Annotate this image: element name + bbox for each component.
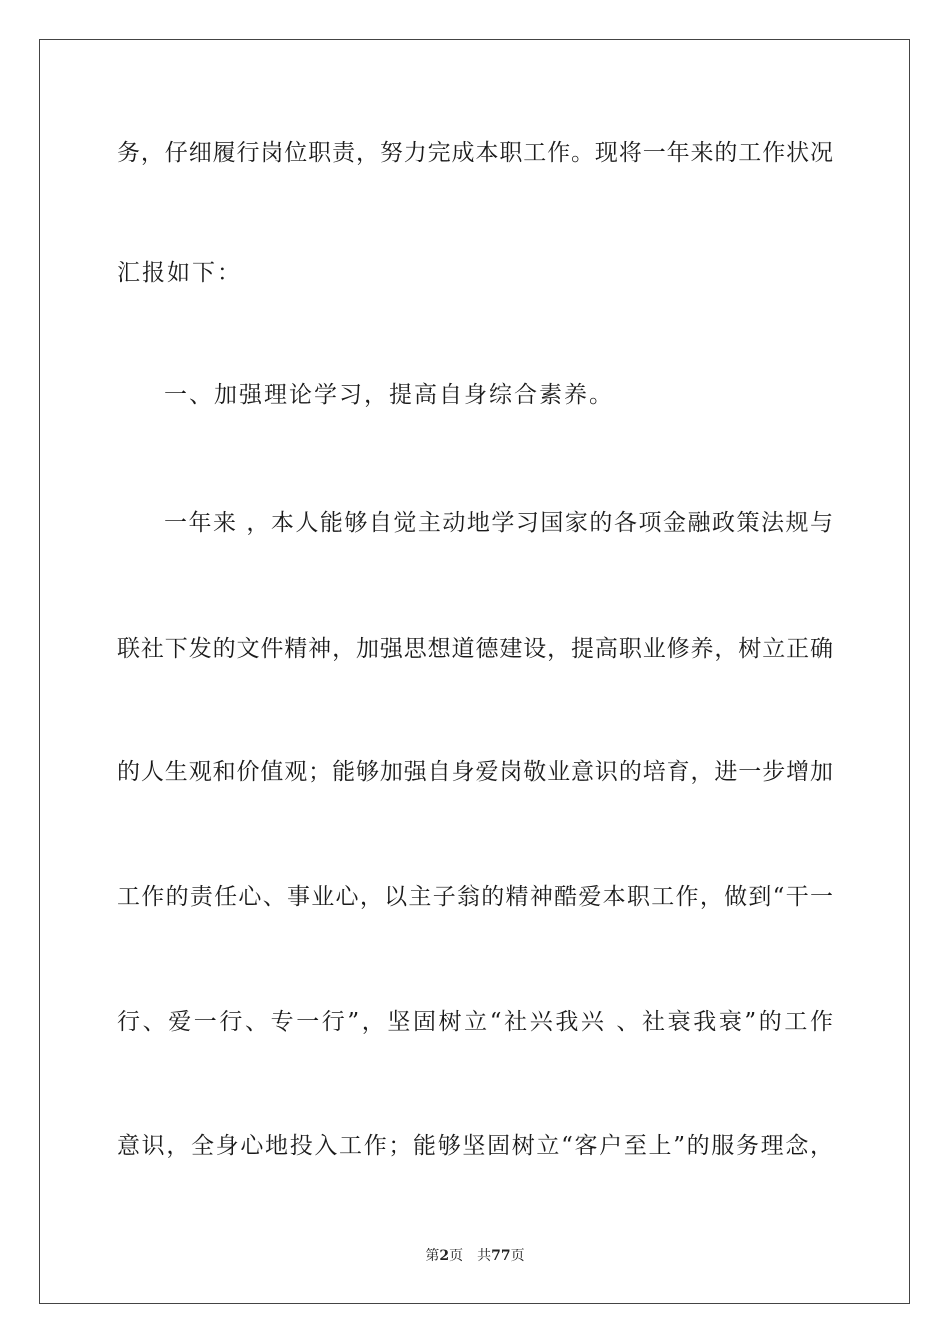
total-prefix: 共 (477, 1248, 492, 1264)
page-number-footer (0, 1247, 950, 1265)
body-text-line-9: 意识，全身心地投入工作；能够坚固树立“客户至上”的服务理念， (117, 1133, 833, 1159)
total-suffix: 页 (510, 1248, 525, 1264)
body-text-line-2: 汇报如下： (117, 260, 242, 286)
body-text-line-1: 务，仔细履行岗位职责，努力完成本职工作。现将一年来的工作状况 (117, 140, 833, 166)
page-prefix: 第 (425, 1248, 440, 1264)
page-border (39, 39, 910, 1304)
body-text-line-5: 联社下发的文件精神，加强思想道德建设，提高职业修养，树立正确 (117, 636, 833, 662)
body-text-line-6: 的人生观和价值观；能够加强自身爱岗敬业意识的培育，进一步增加 (117, 759, 833, 785)
page-mid: 页 (449, 1248, 464, 1264)
total-page-count: 77 (491, 1248, 511, 1264)
body-text-line-8: 行、爱一行、专一行”，坚固树立“社兴我兴 、社衰我衰”的工作 (117, 1009, 833, 1035)
body-text-line-4: 一年来 ，本人能够自觉主动地学习国家的各项金融政策法规与 (164, 510, 833, 536)
current-page-number: 2 (439, 1248, 450, 1264)
section-heading: 一、加强理论学习，提高自身综合素养。 (164, 382, 614, 408)
body-text-line-7: 工作的责任心、事业心，以主子翁的精神酷爱本职工作，做到“干一 (117, 884, 833, 910)
